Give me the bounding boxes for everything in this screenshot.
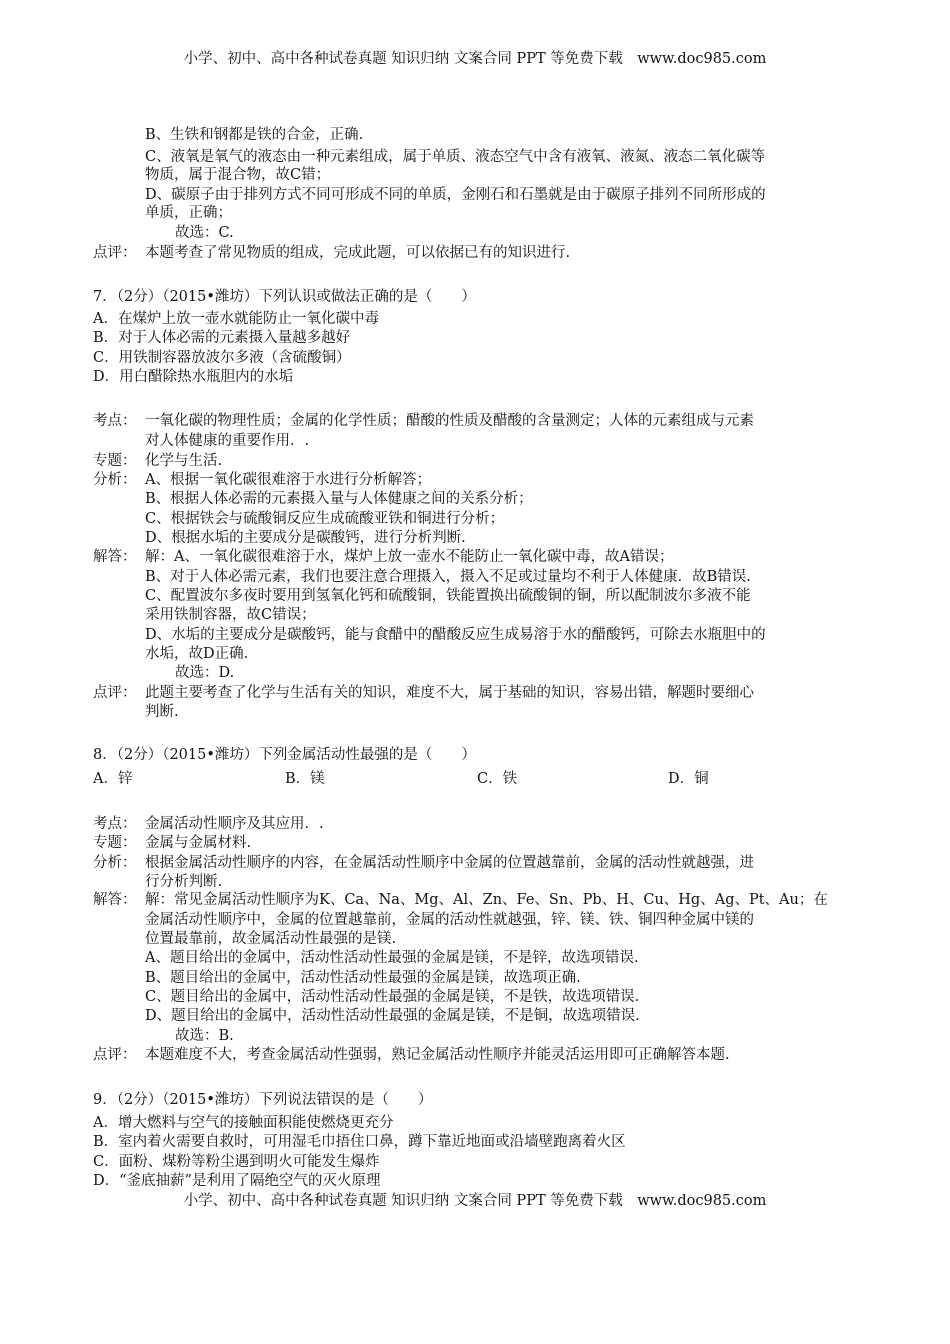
q6-comment: 本题考查了常见物质的组成，完成此题，可以依据已有的知识进行. (145, 245, 571, 261)
q7-fenxi-label: 分析： (93, 472, 137, 488)
q6-comment-label: 点评： (93, 245, 137, 261)
q8-dianping: 本题难度不大，考查金属活动性强弱，熟记金属活动性顺序并能灵活运用即可正确解答本题. (145, 1047, 730, 1063)
q8-jieda-1: 解：常见金属活动性顺序为K、Ca、Na、Mg、Al、Zn、Fe、Sn、Pb、H、Cu、Hg、Ag、Pt、Au；在 (145, 892, 828, 908)
q7-answer: 故选：D. (175, 665, 235, 681)
q7-option-b: B．对于人体必需的元素摄入量越多越好 (93, 330, 351, 346)
q7-zhuanti-label: 专题： (93, 453, 137, 469)
q9-option-a: A．增大燃料与空气的接触面积能使燃烧更充分 (93, 1115, 394, 1131)
q7-fenxi-4: D、根据水垢的主要成分是碳酸钙，进行分析判断. (145, 530, 466, 546)
q7-jieda-5: D、水垢的主要成分是碳酸钙，能与食醋中的醋酸反应生成易溶于水的醋酸钙，可除去水瓶胆中的 (145, 627, 766, 643)
q7-jieda-4: 采用铁制容器，故C错误； (145, 607, 316, 623)
q7-dianping-label: 点评： (93, 685, 137, 701)
q9-option-c: C．面粉、煤粉等粉尘遇到明火可能发生爆炸 (93, 1154, 380, 1170)
q8-fenxi-label: 分析： (93, 855, 137, 871)
q7-dianping-1: 此题主要考查了化学与生活有关的知识，难度不大，属于基础的知识，容易出错，解题时要细心 (145, 685, 754, 701)
q8-fenxi-2: 行分析判断. (145, 874, 223, 890)
q9-stem: 9．（2分）（2015•潍坊）下列说法错误的是（ ） (93, 1092, 433, 1108)
q8-answer: 故选：B. (175, 1028, 234, 1044)
q6-answer: 故选：C. (175, 225, 234, 241)
q7-jieda-6: 水垢，故D正确. (145, 646, 249, 662)
q8-jieda-5: B、题目给出的金属中，活动性活动性最强的金属是镁，故选项正确. (145, 970, 581, 986)
q8-fenxi-1: 根据金属活动性顺序的内容，在金属活动性顺序中金属的位置越靠前，金属的活动性就越强，进 (145, 855, 754, 871)
q7-kaodian-1: 一氧化碳的物理性质；金属的化学性质；醋酸的性质及醋酸的含量测定；人体的元素组成与元素 (145, 413, 754, 429)
q7-option-d: D．用白醋除热水瓶胆内的水垢 (93, 369, 294, 385)
q6-line-5: 单质，正确； (145, 205, 232, 221)
q8-jieda-2: 金属活动性顺序中，金属的位置越靠前，金属的活动性就越强，锌、镁、铁、铜四种金属中镁的 (145, 912, 754, 928)
q7-fenxi-3: C、根据铁会与硫酸铜反应生成硫酸亚铁和铜进行分析； (145, 511, 505, 527)
q6-line-4: D、碳原子由于排列方式不同可形成不同的单质，金刚石和石墨就是由于碳原子排列不同所形成的 (145, 187, 766, 203)
q8-jieda-6: C、题目给出的金属中，活动性活动性最强的金属是镁，不是铁，故选项错误. (145, 989, 640, 1005)
q8-stem: 8．（2分）（2015•潍坊）下列金属活动性最强的是（ ） (93, 747, 476, 763)
q8-jieda-label: 解答： (93, 892, 137, 908)
q7-jieda-3: C、配置波尔多夜时要用到氢氧化钙和硫酸铜，铁能置换出硫酸铜的铜，所以配制波尔多液不能 (145, 588, 751, 604)
q9-option-b: B．室内着火需要自救时，可用湿毛巾捂住口鼻，蹲下靠近地面或沿墙壁跑离着火区 (93, 1134, 626, 1150)
q7-dianping-2: 判断. (145, 704, 179, 720)
q8-jieda-4: A、题目给出的金属中，活动性活动性最强的金属是镁，不是锌，故选项错误. (145, 950, 639, 966)
q6-line-3: 物质，属于混合物，故C错； (145, 167, 331, 183)
q8-kaodian: 金属活动性顺序及其应用．. (145, 816, 324, 832)
q7-zhuanti: 化学与生活. (145, 453, 223, 469)
page-footer: 小学、初中、高中各种试卷真题 知识归纳 文案合同 PPT 等免费下载 www.doc985.com (183, 1193, 767, 1209)
q8-option-c: C．铁 (477, 771, 518, 787)
q7-jieda-1: 解：A、一氧化碳很难溶于水，煤炉上放一壶水不能防止一氧化碳中毒，故A错误； (145, 549, 674, 565)
q7-fenxi-2: B、根据人体必需的元素摄入量与人体健康之间的关系分析； (145, 491, 533, 507)
q6-line-2: C、液氧是氧气的液态由一种元素组成，属于单质、液态空气中含有液氧、液氮、液态二氧化碳等 (145, 149, 766, 165)
q7-stem: 7．（2分）（2015•潍坊）下列认识或做法正确的是（ ） (93, 289, 476, 305)
q7-jieda-2: B、对于人体必需元素，我们也要注意合理摄入，摄入不足或过量均不利于人体健康．故B错误. (145, 569, 751, 585)
q8-zhuanti: 金属与金属材料. (145, 835, 252, 851)
q8-jieda-7: D、题目给出的金属中，活动性活动性最强的金属是镁，不是铜，故选项错误. (145, 1008, 640, 1024)
page-header: 小学、初中、高中各种试卷真题 知识归纳 文案合同 PPT 等免费下载 www.doc985.com (183, 51, 767, 67)
q6-line-1: B、生铁和钢都是铁的合金，正确. (145, 127, 364, 143)
q7-fenxi-1: A、根据一氧化碳很难溶于水进行分析解答； (145, 472, 431, 488)
q7-option-c: C．用铁制容器放波尔多液（含硫酸铜） (93, 350, 351, 366)
q8-dianping-label: 点评： (93, 1047, 137, 1063)
q8-kaodian-label: 考点： (93, 816, 137, 832)
q8-zhuanti-label: 专题： (93, 835, 137, 851)
q8-jieda-3: 位置最靠前，故金属活动性最强的是镁. (145, 931, 397, 947)
q8-option-b: B．镁 (285, 771, 325, 787)
q8-option-d: D．铜 (668, 771, 709, 787)
q8-option-a: A．锌 (93, 771, 133, 787)
q7-option-a: A．在煤炉上放一壶水就能防止一氧化碳中毒 (93, 311, 379, 327)
q9-option-d: D．“釜底抽薪”是利用了隔绝空气的灭火原理 (93, 1173, 381, 1189)
q7-kaodian-2: 对人体健康的重要作用．. (145, 433, 310, 449)
q7-jieda-label: 解答： (93, 549, 137, 565)
q7-kaodian-label: 考点： (93, 413, 137, 429)
